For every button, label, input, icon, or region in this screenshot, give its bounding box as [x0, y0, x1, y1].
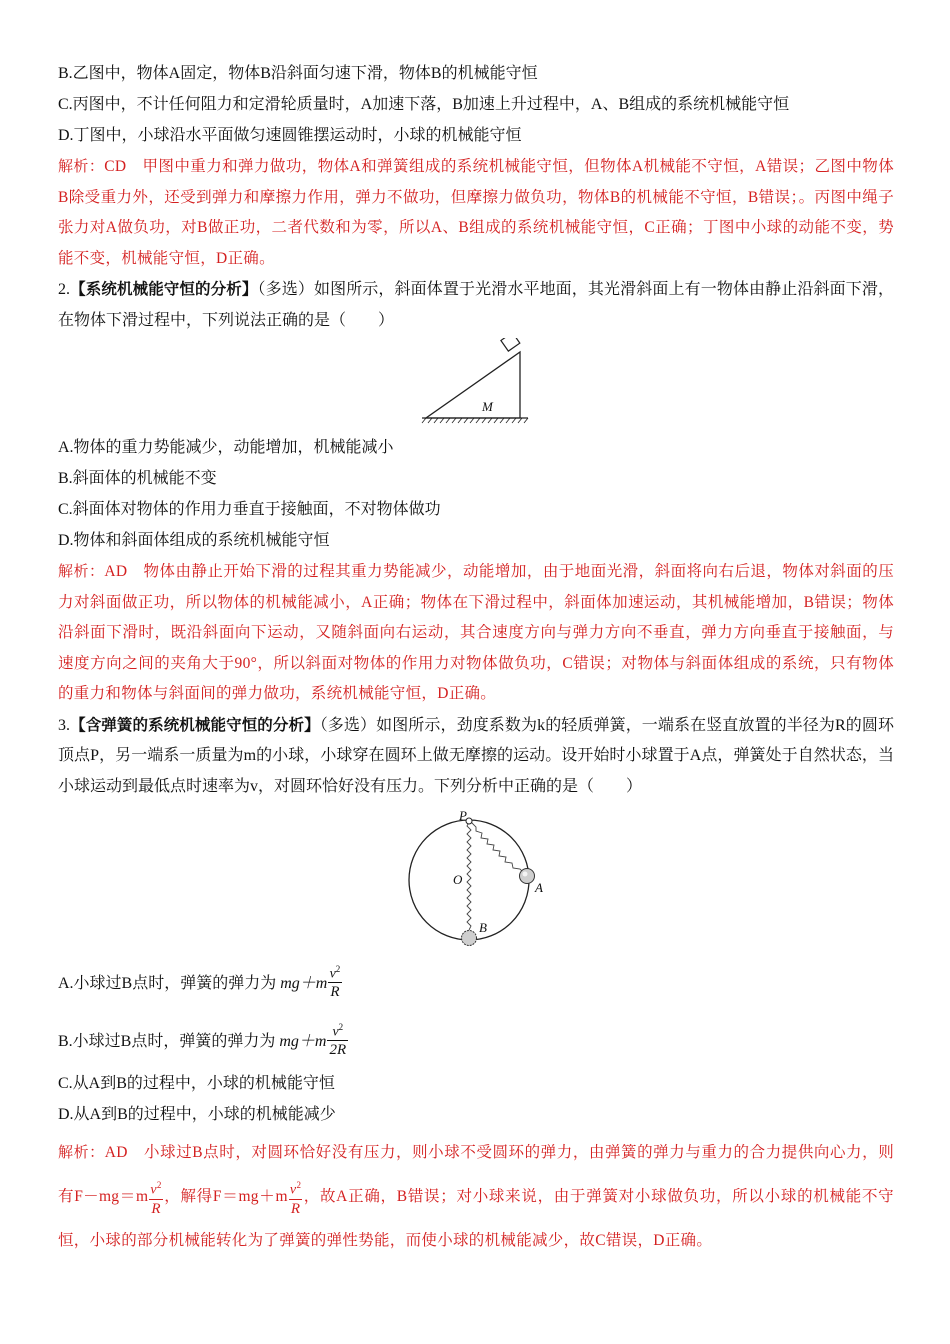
q3-solution-part2: ，解得F＝mg＋m [163, 1188, 288, 1205]
frac-exp: 2 [156, 1180, 162, 1191]
q2-option-c: C.斜面体对物体的作用力垂直于接触面，不对物体做功 [58, 501, 441, 518]
incline-figure [416, 338, 536, 430]
q3-stem: （多选）如图所示，劲度系数为k的轻质弹簧，一端系在竖直放置的半径为R的圆环顶点P，另一端系一质量为m的小球，小球穿在圆环上做无摩擦的运动。设开始时小球置于A点，弹簧处于自然状态，当小球运动到最低点时速率为v，对圆环恰好没有压力。下列分析中正确的是（ ） [58, 716, 894, 795]
q2-solution [58, 556, 894, 710]
solution-tag: 解析： [58, 157, 105, 175]
q3-number: 3. [58, 716, 70, 734]
q3-option-a [58, 952, 894, 1010]
q2-number: 2. [58, 281, 70, 298]
option-d-q1: D.丁图中，小球沿水平面做匀速圆锥摆运动时，小球的机械能守恒 [58, 127, 522, 144]
q1-solution [58, 151, 894, 274]
fraction [328, 961, 341, 1002]
q3-solution-part3: ，故A正确，B错误；对小球来说，由于弹簧对小球做负功，所以小球的机械能不守恒，小球的部分机械能转化为了弹簧的弹性势能，而使小球的机械能减少，故C错误，D正确。 [58, 1188, 894, 1249]
fraction [149, 1177, 162, 1218]
frac-den: R [330, 984, 340, 1001]
frac-den: 2R [329, 1042, 347, 1059]
solution-tag: 解析： [58, 1143, 105, 1161]
option-c-q1: C.丙图中，不计任何阻力和定滑轮质量时，A加速下落，B加速上升过程中，A、B组成的系统机械能守恒 [58, 96, 790, 113]
q2-options [58, 432, 894, 556]
incline-label-m: M [482, 399, 493, 414]
frac-exp: 2 [338, 1021, 344, 1032]
q3-option-d: D.从A到B的过程中，小球的机械能减少 [58, 1106, 336, 1123]
ring-label-b: B [479, 920, 487, 935]
q3-title: 【含弹簧的系统机械能守恒的分析】 [70, 715, 320, 734]
ring-label-a: A [535, 880, 543, 895]
q3-option-c: C.从A到B的过程中，小球的机械能守恒 [58, 1075, 335, 1092]
q2-title: 【系统机械能守恒的分析】 [70, 280, 258, 298]
q2-option-a: A.物体的重力势能减少，动能增加，机械能减小 [58, 439, 394, 456]
q3-option-a-expr: mg＋m [280, 974, 328, 992]
question-3 [58, 710, 894, 803]
q2-option-b: B.斜面体的机械能不变 [58, 470, 217, 487]
sliding-block [501, 338, 520, 351]
fraction [327, 1019, 348, 1060]
top-options [58, 58, 894, 151]
q3-option-b-text: B.小球过B点时，弹簧的弹力为 [58, 1032, 276, 1050]
incline-diagram [416, 338, 536, 430]
frac-num: v [150, 1182, 157, 1198]
document-page [58, 58, 894, 1263]
q3-option-b [58, 1010, 894, 1068]
ring-label-p: P [459, 808, 467, 823]
frac-den: R [290, 1200, 301, 1217]
frac-exp: 2 [335, 963, 341, 974]
option-b-q1: B.乙图中，物体A固定，物体B沿斜面匀速下滑，物体B的机械能守恒 [58, 65, 538, 82]
ring-diagram [401, 808, 551, 950]
q3-options [58, 952, 894, 1130]
q3-solution [58, 1130, 894, 1263]
frac-num: v [332, 1024, 339, 1040]
frac-num: v [329, 966, 336, 982]
q2-option-d: D.物体和斜面体组成的系统机械能守恒 [58, 532, 330, 549]
ring-figure [401, 808, 551, 950]
q3-option-b-expr: mg＋m [279, 1032, 327, 1050]
q3-solution-part1: AD 小球过B点时，对圆环恰好没有压力，则小球不受圆环的弹力，由弹簧的弹力与重力的合力提供向心力，则有F－mg＝m [58, 1144, 894, 1205]
ring-label-o: O [453, 872, 463, 887]
q3-option-a-text: A.小球过B点时，弹簧的弹力为 [58, 974, 277, 992]
frac-exp: 2 [296, 1180, 302, 1191]
question-2 [58, 274, 894, 336]
q2-stem: （多选）如图所示，斜面体置于光滑水平地面，其光滑斜面上有一物体由静止沿斜面下滑，在物体下滑过程中，下列说法正确的是（ ） [58, 281, 894, 329]
fraction [289, 1177, 302, 1218]
q2-solution-text: AD 物体由静止开始下滑的过程其重力势能减少，动能增加，由于地面光滑，斜面将向右后退，物体对斜面的压力对斜面做正功，所以物体的机械能减小，A正确；物体在下滑过程中，斜面体加速运动，其机械能增加，B错误；物体沿斜面下滑时，既沿斜面向下运动，又随斜面向右运动，其合速度方向与弹力方向不垂直，弹力方向垂直于接触面，与速度方向之间的夹角大于90°，所以斜面对物体的作用力对物体做负功，C错误；对物体与斜面体组成的系统，只有物体的重力和物体与斜面间的弹力做功，系统机械能守恒，D正确。 [58, 563, 895, 702]
solution-tag: 解析： [58, 562, 105, 580]
q1-solution-text: CD 甲图中重力和弹力做功，物体A和弹簧组成的系统机械能守恒，但物体A机械能不守恒，A错误；乙图中物体B除受重力外，还受到弹力和摩擦力作用，弹力不做功，但摩擦力做负功，物体B的机械能不守恒，B错误；。丙图中绳子张力对A做负功，对B做正功，二者代数和为零，所以A、B组成的系统机械能守恒，C正确；丁图中小球的动能不变，势能不变，机械能守恒，D正确。 [58, 158, 894, 267]
frac-den: R [151, 1200, 161, 1217]
frac-num: v [289, 1182, 297, 1198]
